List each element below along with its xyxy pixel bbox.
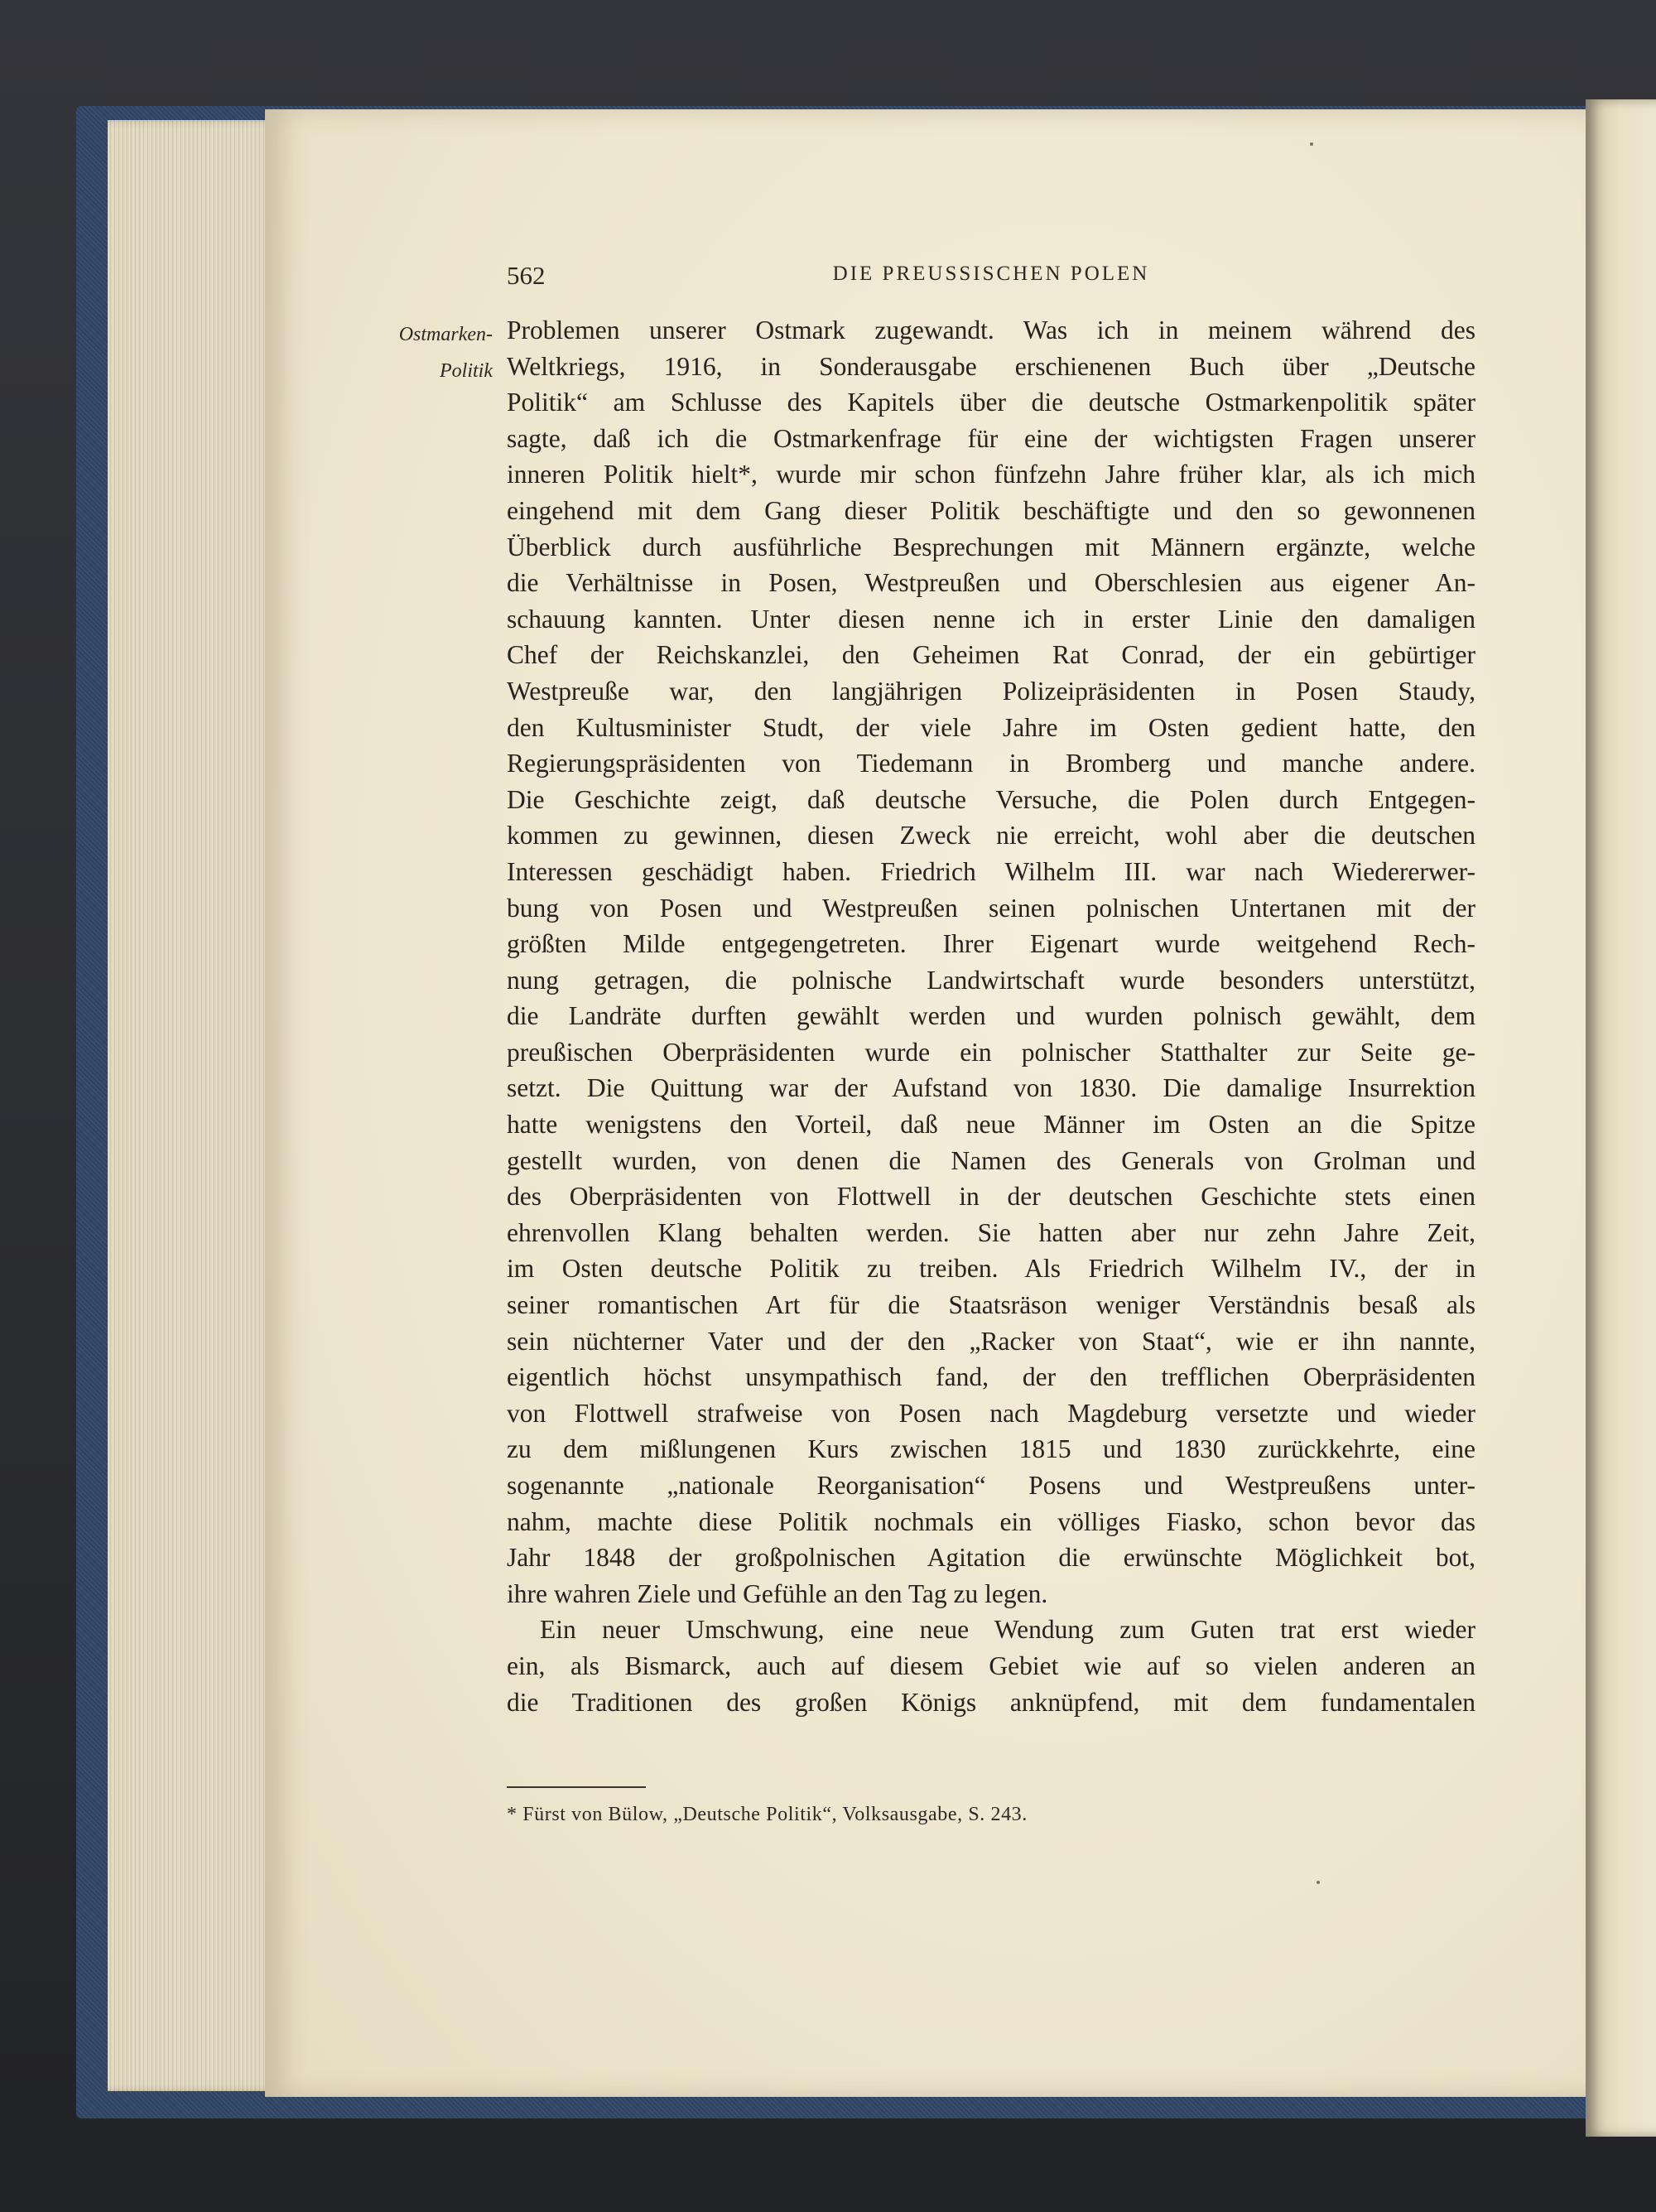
text-line: Die Geschichte zeigt, daß deutsche Versuche, die Polen durch Entgegen- [507, 784, 1475, 814]
paper-speck [1317, 1881, 1320, 1884]
text-line: sogenannte „nationale Reorganisation“ Posens und Westpreußens unter- [507, 1471, 1475, 1500]
text-line: Problemen unserer Ostmark zugewandt. Was ich in meinem während des [507, 316, 1475, 345]
text-line: Jahr 1848 der großpolnischen Agitation die erwünschte Möglichkeit bot, [507, 1543, 1475, 1573]
text-line: ein, als Bismarck, auch auf diesem Gebiet wie auf so vielen anderen an [507, 1651, 1475, 1680]
margin-note-line: Politik [440, 360, 493, 382]
text-line: sagte, daß ich die Ostmarkenfrage für eine der wichtigsten Fragen unserer [507, 423, 1475, 453]
text-line: bung von Posen und Westpreußen seinen polnischen Untertanen mit der [507, 893, 1475, 923]
text-line: des Oberpräsidenten von Flottwell in der deutschen Geschichte stets einen [507, 1182, 1475, 1212]
text-line: ihre wahren Ziele und Gefühle an den Tag zu legen. [507, 1578, 1048, 1608]
body-text [507, 312, 1475, 1720]
page-edges [108, 120, 282, 2091]
text-line: Überblick durch ausführliche Besprechungen mit Männern ergänzte, welche [507, 532, 1475, 561]
text-line: den Kultusminister Studt, der viele Jahre im Osten gedient hatte, den [507, 712, 1475, 742]
text-line: von Flottwell strafweise von Posen nach Magdeburg versetzte und wieder [507, 1398, 1475, 1428]
text-line: Interessen geschädigt haben. Friedrich Wilhelm III. war nach Wiedererwer- [507, 856, 1475, 886]
footnote-rule [507, 1786, 646, 1788]
text-line: seiner romantischen Art für die Staatsräson weniger Verständnis besaß als [507, 1290, 1475, 1320]
text-line: setzt. Die Quittung war der Aufstand von 1830. Die damalige Insurrektion [507, 1073, 1475, 1103]
text-line: nung getragen, die polnische Landwirtschaft wurde besonders unterstützt, [507, 965, 1475, 995]
running-head: DIE PREUSSISCHEN POLEN [832, 263, 1150, 285]
facing-page-edge [1586, 99, 1656, 2137]
text-line: zu dem mißlungenen Kurs zwischen 1815 und 1830 zurückkehrte, eine [507, 1434, 1475, 1464]
margin-note [356, 316, 493, 389]
footnote: * Fürst von Bülow, „Deutsche Politik“, Volksausgabe, S. 243. [507, 1804, 1028, 1825]
text-line: schauung kannten. Unter diesen nenne ich in erster Linie den damaligen [507, 604, 1475, 634]
text-line: kommen zu gewinnen, diesen Zweck nie erreicht, wohl aber die deutschen [507, 821, 1475, 851]
text-line: eigentlich höchst unsympathisch fand, der den trefflichen Oberpräsidenten [507, 1362, 1475, 1392]
text-line: sein nüchterner Vater und der den „Racker von Staat“, wie er ihn nannte, [507, 1326, 1475, 1356]
text-line: Regierungspräsidenten von Tiedemann in Bromberg und manche andere. [507, 749, 1475, 778]
text-line: ehrenvollen Klang behalten werden. Sie hatten aber nur zehn Jahre Zeit, [507, 1217, 1475, 1247]
paper-speck [1310, 142, 1313, 146]
text-line: die Landräte durften gewählt werden und wurden polnisch gewählt, dem [507, 1001, 1475, 1031]
text-line: hatte wenigstens den Vorteil, daß neue Männer im Osten an die Spitze [507, 1110, 1475, 1140]
text-line: Weltkriegs, 1916, in Sonderausgabe erschienenen Buch über „Deutsche [507, 351, 1475, 381]
text-line: im Osten deutsche Politik zu treiben. Als Friedrich Wilhelm IV., der in [507, 1254, 1475, 1284]
text-line: die Verhältnisse in Posen, Westpreußen und Oberschlesien aus eigener An- [507, 568, 1475, 598]
text-line: größten Milde entgegengetreten. Ihrer Eigenart wurde weitgehend Rech- [507, 929, 1475, 959]
text-line: Ein neuer Umschwung, eine neue Wendung zum Guten trat erst wieder [540, 1615, 1475, 1645]
text-line: gestellt wurden, von denen die Namen des Generals von Grolman und [507, 1145, 1475, 1175]
text-line: inneren Politik hielt*, wurde mir schon fünfzehn Jahre früher klar, als ich mich [507, 460, 1475, 489]
text-line: Politik“ am Schlusse des Kapitels über die deutsche Ostmarkenpolitik später [507, 388, 1475, 417]
page-header [507, 261, 1475, 294]
text-line: Westpreuße war, den langjährigen Polizeipräsidenten in Posen Staudy, [507, 676, 1475, 706]
text-line: nahm, machte diese Politik nochmals ein völliges Fiasko, schon bevor das [507, 1506, 1475, 1536]
page-number: 562 [507, 261, 546, 290]
text-line: eingehend mit dem Gang dieser Politik beschäftigte und den so gewonnenen [507, 495, 1475, 525]
text-line: die Traditionen des großen Königs anknüpfend, mit dem fundamentalen [507, 1687, 1475, 1717]
text-line: preußischen Oberpräsidenten wurde ein polnischer Statthalter zur Seite ge- [507, 1037, 1475, 1067]
text-line: Chef der Reichskanzlei, den Geheimen Rat Conrad, der ein gebürtiger [507, 640, 1475, 670]
margin-note-line: Ostmarken- [398, 324, 493, 345]
